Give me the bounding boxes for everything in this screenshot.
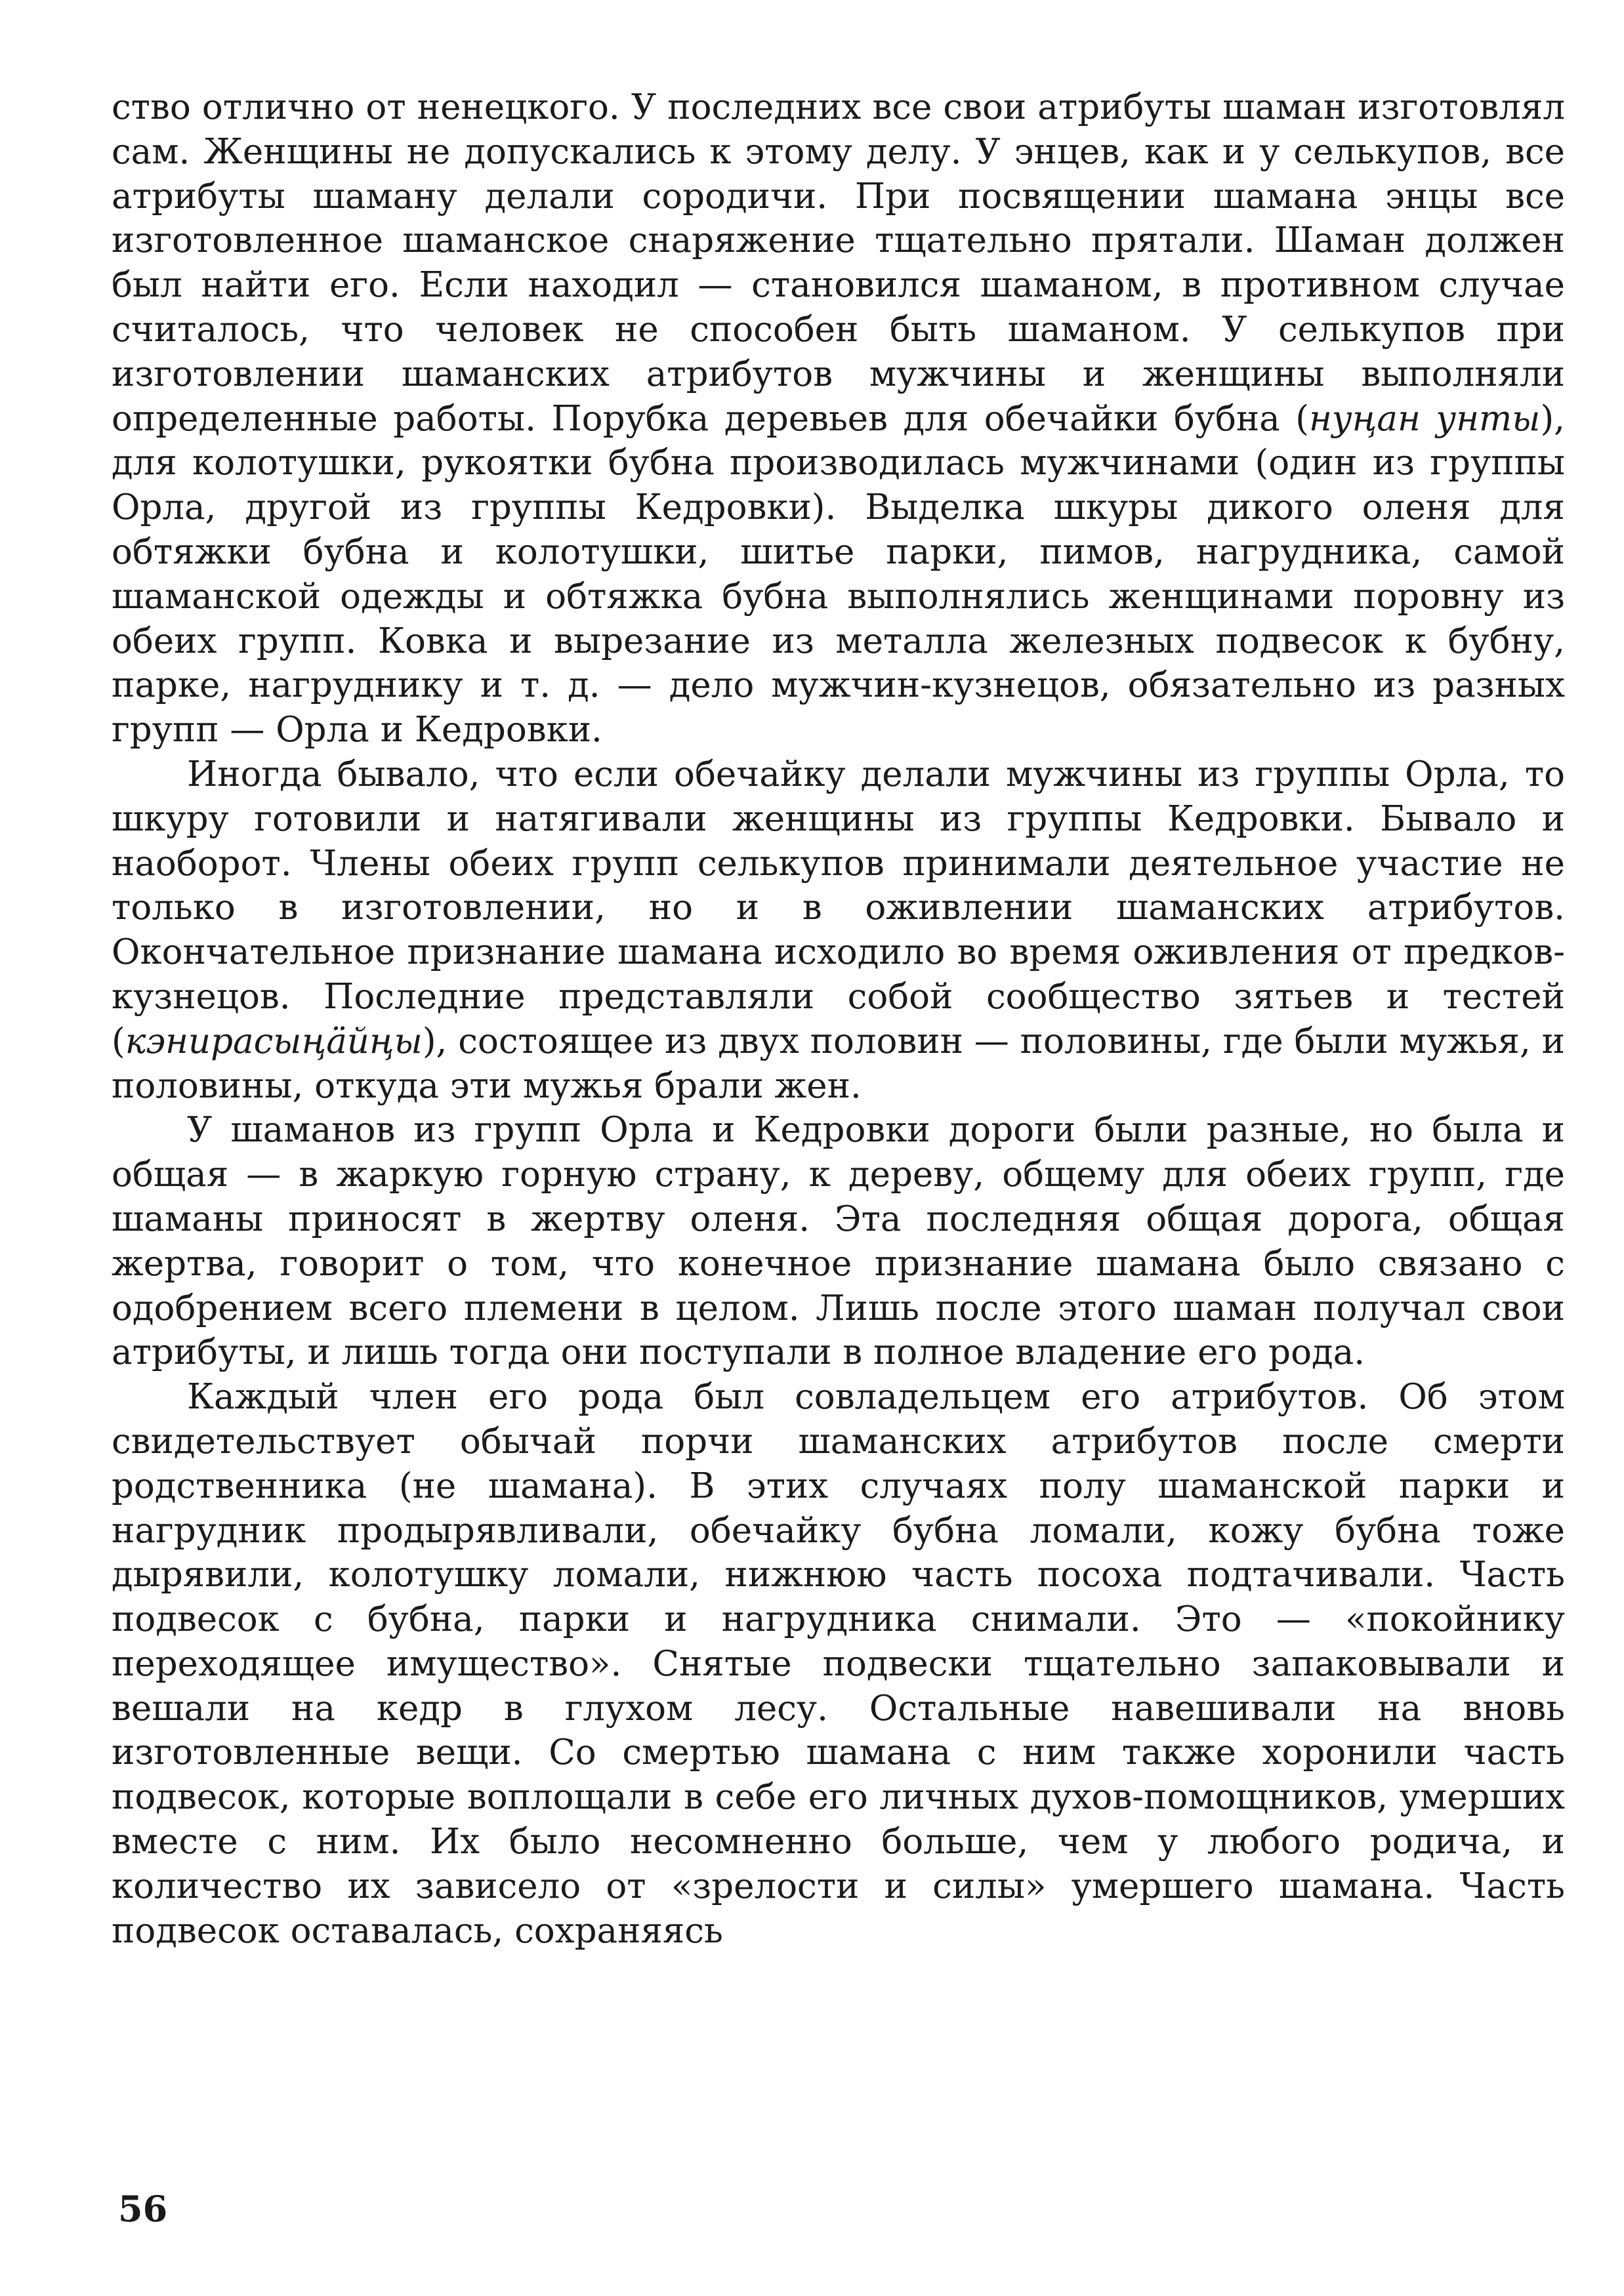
paragraph-1	[112, 85, 1565, 752]
text-segment: ), состоящее из двух половин — половины, где были мужья, и половины, откуда эти мужья брали жен.	[112, 1021, 1565, 1106]
italic-term: нуңан унты	[1308, 398, 1541, 439]
paragraph-2	[112, 752, 1565, 1108]
text-segment: Каждый член его рода был совладельцем его атрибутов. Об этом свидетельствует обычай порчи шаманских атрибутов после смерти родственника (не шамана). В этих случаях полу шаманской парки и нагрудник продырявливали, обечайку бубна ломали, кожу бубна тоже дырявили, колотушку ломали, нижнюю часть посоха подтачивали. Часть подвесок с бубна, парки и нагрудника снимали. Это — «покойнику переходящее имущество». Снятые подвески тщательно запаковывали и вешали на кедр в глухом лесу. Остальные навешивали на вновь изготовленные вещи. Со смертью шамана с ним также хоронили часть подвесок, которые воплощали в себе его личных духов-помощников, умерших вместе с ним. Их было несомненно больше, чем у любого родича, и количество их зависело от «зрелости и силы» умершего шамана. Часть подвесок оставалась, сохраняясь	[112, 1377, 1565, 1951]
text-segment: У шаманов из групп Орла и Кедровки дороги были разные, но была и общая — в жаркую горную страну, к дереву, общему для обеих групп, где шаманы приносят в жертву оленя. Эта последняя общая дорога, общая жертва, говорит о том, что конечное признание шамана было связано с одобрением всего племени в целом. Лишь после этого шаман получал свои атрибуты, и лишь тогда они поступали в полное владение его рода.	[112, 1110, 1565, 1373]
paragraph-4	[112, 1375, 1565, 1953]
italic-term: кэнирасыңӓйңы	[125, 1021, 423, 1061]
book-page	[112, 85, 1565, 2276]
text-segment: ство отлично от ненецкого. У последних все свои атрибуты шаман изготовлял сам. Женщины не допускались к этому делу. У энцев, как и у селькупов, все атрибуты шаману делали сородичи. При посвящении шамана энцы все изготовленное шаманское снаряжение тщательно прятали. Шаман должен был найти его. Если находил — становился шаманом, в противном случае считалось, что человек не способен быть шаманом. У селькупов при изготовлении шаманских атрибутов мужчины и женщины выполняли определенные работы. Порубка деревьев для обечайки бубна (	[112, 87, 1565, 439]
paragraph-3	[112, 1108, 1565, 1375]
page-number: 56	[118, 2188, 168, 2230]
text-segment: ), для колотушки, рукоятки бубна производилась мужчинами (один из группы Орла, другой из группы Кедровки). Выделка шкуры дикого оленя для обтяжки бубна и колотушки, шитье парки, пимов, нагрудника, самой шаманской одежды и обтяжка бубна выполнялись женщинами поровну из обеих групп. Ковка и вырезание из металла железных подвесок к бубну, парке, нагруднику и т. д. — дело мужчин-кузнецов, обязательно из разных групп — Орла и Кедровки.	[112, 398, 1565, 750]
text-segment: Иногда бывало, что если обечайку делали мужчины из группы Орла, то шкуру готовили и натягивали женщины из группы Кедровки. Бывало и наоборот. Члены обеих групп селькупов принимали деятельное участие не только в изготовлении, но и в оживлении шаманских атрибутов. Окончательное признание шамана исходило во время оживления от предков-кузнецов. Последние представляли собой сообщество зятьев и тестей (	[112, 754, 1565, 1061]
